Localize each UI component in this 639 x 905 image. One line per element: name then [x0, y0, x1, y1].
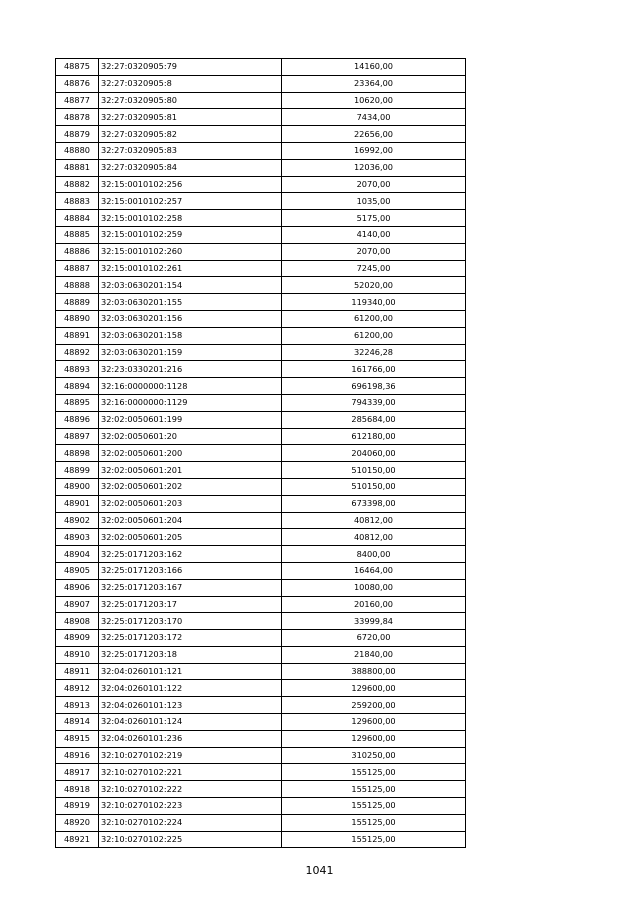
- value-cell: 8400,00: [282, 546, 466, 563]
- row-number-cell: 48920: [56, 814, 99, 831]
- row-number-cell: 48894: [56, 378, 99, 395]
- table-row: [56, 462, 466, 479]
- table-row: [56, 663, 466, 680]
- table-row: [56, 411, 466, 428]
- row-number-cell: 48885: [56, 226, 99, 243]
- value-cell: 23364,00: [282, 75, 466, 92]
- table-body: [56, 59, 466, 848]
- cadastral-number-cell: 32:02:0050601:203: [99, 495, 282, 512]
- table-row: [56, 562, 466, 579]
- table-row: [56, 613, 466, 630]
- value-cell: 696198,36: [282, 378, 466, 395]
- value-cell: 259200,00: [282, 697, 466, 714]
- cadastral-number-cell: 32:15:0010102:258: [99, 210, 282, 227]
- cadastral-number-cell: 32:02:0050601:202: [99, 478, 282, 495]
- table-row: [56, 680, 466, 697]
- cadastral-number-cell: 32:04:0260101:236: [99, 730, 282, 747]
- row-number-cell: 48907: [56, 596, 99, 613]
- cadastral-number-cell: 32:16:0000000:1129: [99, 394, 282, 411]
- value-cell: 119340,00: [282, 294, 466, 311]
- table-row: [56, 478, 466, 495]
- value-cell: 155125,00: [282, 831, 466, 848]
- cadastral-number-cell: 32:25:0171203:162: [99, 546, 282, 563]
- table-row: [56, 126, 466, 143]
- value-cell: 4140,00: [282, 226, 466, 243]
- row-number-cell: 48905: [56, 562, 99, 579]
- row-number-cell: 48875: [56, 59, 99, 76]
- value-cell: 2070,00: [282, 176, 466, 193]
- cadastral-number-cell: 32:03:0630201:155: [99, 294, 282, 311]
- cadastral-number-cell: 32:10:0270102:221: [99, 764, 282, 781]
- table-row: [56, 798, 466, 815]
- cadastral-number-cell: 32:27:0320905:81: [99, 109, 282, 126]
- value-cell: 310250,00: [282, 747, 466, 764]
- cadastral-number-cell: 32:27:0320905:80: [99, 92, 282, 109]
- table-row: [56, 596, 466, 613]
- cadastral-number-cell: 32:10:0270102:223: [99, 798, 282, 815]
- cadastral-number-cell: 32:15:0010102:256: [99, 176, 282, 193]
- row-number-cell: 48887: [56, 260, 99, 277]
- value-cell: 129600,00: [282, 714, 466, 731]
- cadastral-number-cell: 32:03:0630201:156: [99, 310, 282, 327]
- value-cell: 155125,00: [282, 814, 466, 831]
- cadastral-number-cell: 32:02:0050601:200: [99, 445, 282, 462]
- table-row: [56, 327, 466, 344]
- value-cell: 129600,00: [282, 730, 466, 747]
- row-number-cell: 48898: [56, 445, 99, 462]
- table-row: [56, 75, 466, 92]
- table-row: [56, 646, 466, 663]
- cadastral-number-cell: 32:15:0010102:259: [99, 226, 282, 243]
- cadastral-number-cell: 32:15:0010102:257: [99, 193, 282, 210]
- value-cell: 40812,00: [282, 529, 466, 546]
- value-cell: 510150,00: [282, 462, 466, 479]
- cadastral-number-cell: 32:04:0260101:124: [99, 714, 282, 731]
- row-number-cell: 48877: [56, 92, 99, 109]
- table-row: [56, 210, 466, 227]
- value-cell: 673398,00: [282, 495, 466, 512]
- cadastral-number-cell: 32:27:0320905:83: [99, 142, 282, 159]
- value-cell: 52020,00: [282, 277, 466, 294]
- row-number-cell: 48882: [56, 176, 99, 193]
- cadastral-number-cell: 32:25:0171203:18: [99, 646, 282, 663]
- cadastral-number-cell: 32:15:0010102:261: [99, 260, 282, 277]
- row-number-cell: 48876: [56, 75, 99, 92]
- row-number-cell: 48896: [56, 411, 99, 428]
- row-number-cell: 48908: [56, 613, 99, 630]
- table-row: [56, 310, 466, 327]
- table-row: [56, 814, 466, 831]
- value-cell: 40812,00: [282, 512, 466, 529]
- value-cell: 1035,00: [282, 193, 466, 210]
- row-number-cell: 48886: [56, 243, 99, 260]
- table-row: [56, 277, 466, 294]
- table-row: [56, 193, 466, 210]
- value-cell: 161766,00: [282, 361, 466, 378]
- table-row: [56, 529, 466, 546]
- table-row: [56, 361, 466, 378]
- table-row: [56, 176, 466, 193]
- cadastral-number-cell: 32:02:0050601:199: [99, 411, 282, 428]
- value-cell: 10080,00: [282, 579, 466, 596]
- row-number-cell: 48899: [56, 462, 99, 479]
- table-row: [56, 781, 466, 798]
- page-number: 1041: [305, 864, 334, 877]
- value-cell: 155125,00: [282, 798, 466, 815]
- table-row: [56, 92, 466, 109]
- value-cell: 794339,00: [282, 394, 466, 411]
- row-number-cell: 48913: [56, 697, 99, 714]
- cadastral-number-cell: 32:16:0000000:1128: [99, 378, 282, 395]
- row-number-cell: 48895: [56, 394, 99, 411]
- row-number-cell: 48890: [56, 310, 99, 327]
- cadastral-number-cell: 32:27:0320905:84: [99, 159, 282, 176]
- table-row: [56, 226, 466, 243]
- cadastral-number-cell: 32:03:0630201:158: [99, 327, 282, 344]
- table-row: [56, 445, 466, 462]
- cadastral-number-cell: 32:25:0171203:170: [99, 613, 282, 630]
- table-row: [56, 697, 466, 714]
- row-number-cell: 48911: [56, 663, 99, 680]
- row-number-cell: 48878: [56, 109, 99, 126]
- cadastral-number-cell: 32:27:0320905:82: [99, 126, 282, 143]
- table-row: [56, 109, 466, 126]
- data-table: [55, 58, 466, 848]
- table-row: [56, 260, 466, 277]
- row-number-cell: 48903: [56, 529, 99, 546]
- table-row: [56, 378, 466, 395]
- row-number-cell: 48891: [56, 327, 99, 344]
- table-row: [56, 579, 466, 596]
- value-cell: 285684,00: [282, 411, 466, 428]
- table-row: [56, 546, 466, 563]
- value-cell: 6720,00: [282, 630, 466, 647]
- table-row: [56, 831, 466, 848]
- value-cell: 14160,00: [282, 59, 466, 76]
- table-row: [56, 243, 466, 260]
- value-cell: 7434,00: [282, 109, 466, 126]
- row-number-cell: 48904: [56, 546, 99, 563]
- row-number-cell: 48916: [56, 747, 99, 764]
- row-number-cell: 48900: [56, 478, 99, 495]
- value-cell: 10620,00: [282, 92, 466, 109]
- cadastral-number-cell: 32:10:0270102:224: [99, 814, 282, 831]
- cadastral-number-cell: 32:25:0171203:167: [99, 579, 282, 596]
- row-number-cell: 48883: [56, 193, 99, 210]
- value-cell: 21840,00: [282, 646, 466, 663]
- cadastral-number-cell: 32:10:0270102:225: [99, 831, 282, 848]
- table-row: [56, 714, 466, 731]
- cadastral-number-cell: 32:25:0171203:166: [99, 562, 282, 579]
- table-row: [56, 747, 466, 764]
- cadastral-number-cell: 32:03:0630201:159: [99, 344, 282, 361]
- cadastral-number-cell: 32:27:0320905:79: [99, 59, 282, 76]
- row-number-cell: 48909: [56, 630, 99, 647]
- cadastral-number-cell: 32:27:0320905:8: [99, 75, 282, 92]
- row-number-cell: 48888: [56, 277, 99, 294]
- value-cell: 33999,84: [282, 613, 466, 630]
- row-number-cell: 48906: [56, 579, 99, 596]
- cadastral-number-cell: 32:02:0050601:205: [99, 529, 282, 546]
- value-cell: 20160,00: [282, 596, 466, 613]
- row-number-cell: 48917: [56, 764, 99, 781]
- row-number-cell: 48879: [56, 126, 99, 143]
- row-number-cell: 48918: [56, 781, 99, 798]
- row-number-cell: 48915: [56, 730, 99, 747]
- table-row: [56, 495, 466, 512]
- cadastral-number-cell: 32:02:0050601:201: [99, 462, 282, 479]
- value-cell: 612180,00: [282, 428, 466, 445]
- value-cell: 61200,00: [282, 327, 466, 344]
- cadastral-number-cell: 32:25:0171203:172: [99, 630, 282, 647]
- table-row: [56, 59, 466, 76]
- row-number-cell: 48880: [56, 142, 99, 159]
- cadastral-number-cell: 32:25:0171203:17: [99, 596, 282, 613]
- row-number-cell: 48897: [56, 428, 99, 445]
- cadastral-number-cell: 32:02:0050601:204: [99, 512, 282, 529]
- table-row: [56, 730, 466, 747]
- row-number-cell: 48921: [56, 831, 99, 848]
- cadastral-number-cell: 32:04:0260101:122: [99, 680, 282, 697]
- row-number-cell: 48914: [56, 714, 99, 731]
- value-cell: 16464,00: [282, 562, 466, 579]
- table-row: [56, 630, 466, 647]
- value-cell: 16992,00: [282, 142, 466, 159]
- cadastral-number-cell: 32:10:0270102:219: [99, 747, 282, 764]
- cadastral-number-cell: 32:10:0270102:222: [99, 781, 282, 798]
- value-cell: 32246,28: [282, 344, 466, 361]
- value-cell: 2070,00: [282, 243, 466, 260]
- table-row: [56, 142, 466, 159]
- value-cell: 155125,00: [282, 781, 466, 798]
- cadastral-number-cell: 32:04:0260101:121: [99, 663, 282, 680]
- table-row: [56, 394, 466, 411]
- table-row: [56, 344, 466, 361]
- cadastral-number-cell: 32:15:0010102:260: [99, 243, 282, 260]
- value-cell: 129600,00: [282, 680, 466, 697]
- row-number-cell: 48919: [56, 798, 99, 815]
- table-row: [56, 764, 466, 781]
- cadastral-number-cell: 32:04:0260101:123: [99, 697, 282, 714]
- value-cell: 61200,00: [282, 310, 466, 327]
- value-cell: 22656,00: [282, 126, 466, 143]
- value-cell: 12036,00: [282, 159, 466, 176]
- row-number-cell: 48902: [56, 512, 99, 529]
- row-number-cell: 48910: [56, 646, 99, 663]
- row-number-cell: 48881: [56, 159, 99, 176]
- value-cell: 388800,00: [282, 663, 466, 680]
- cadastral-number-cell: 32:02:0050601:20: [99, 428, 282, 445]
- row-number-cell: 48893: [56, 361, 99, 378]
- row-number-cell: 48892: [56, 344, 99, 361]
- value-cell: 204060,00: [282, 445, 466, 462]
- table-row: [56, 294, 466, 311]
- table-row: [56, 428, 466, 445]
- table-row: [56, 512, 466, 529]
- cadastral-number-cell: 32:23:0330201:216: [99, 361, 282, 378]
- row-number-cell: 48884: [56, 210, 99, 227]
- value-cell: 7245,00: [282, 260, 466, 277]
- table-row: [56, 159, 466, 176]
- cadastral-number-cell: 32:03:0630201:154: [99, 277, 282, 294]
- value-cell: 155125,00: [282, 764, 466, 781]
- row-number-cell: 48901: [56, 495, 99, 512]
- row-number-cell: 48912: [56, 680, 99, 697]
- row-number-cell: 48889: [56, 294, 99, 311]
- value-cell: 510150,00: [282, 478, 466, 495]
- value-cell: 5175,00: [282, 210, 466, 227]
